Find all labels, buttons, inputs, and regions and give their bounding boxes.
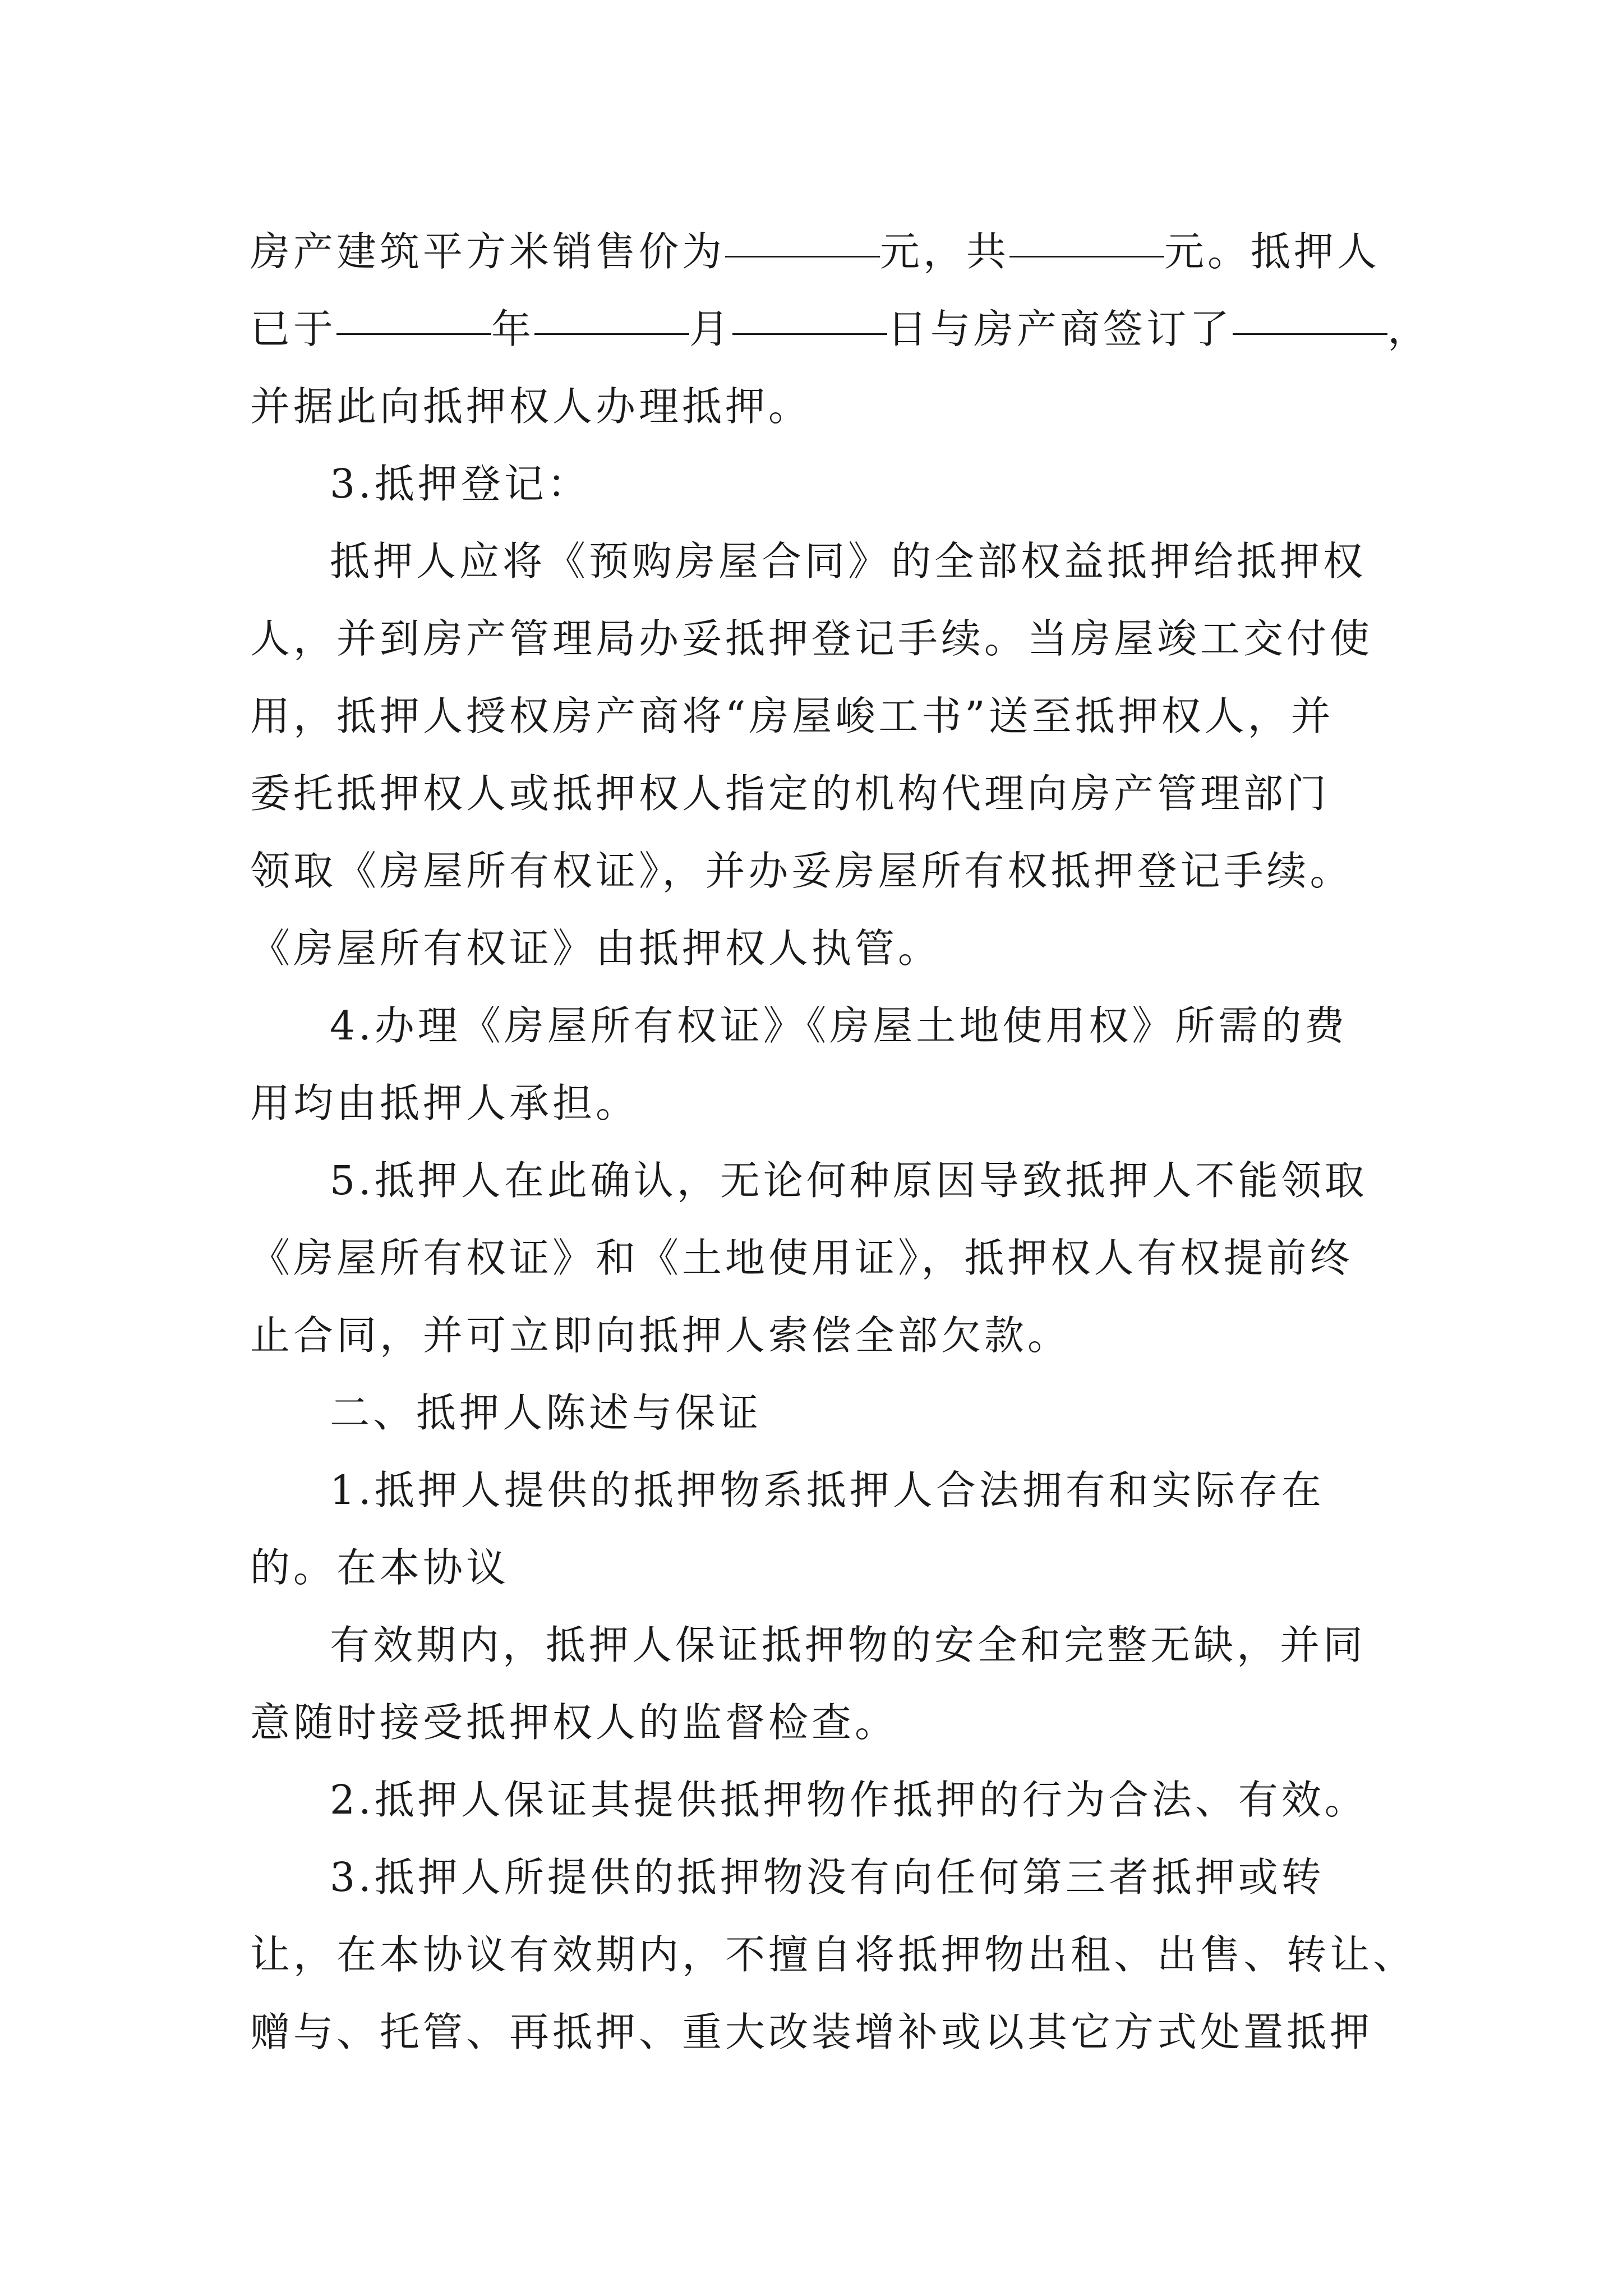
text-line: [250, 832, 1389, 910]
text-line: [250, 987, 1389, 1065]
text-line: [250, 213, 1389, 291]
text-line: [250, 678, 1389, 755]
text-segment: 元。抵押人: [1164, 228, 1381, 275]
fill-in-blank: [1009, 254, 1164, 257]
text-segment: 5.抵押人在此确认，无论何种原因导致抵押人不能领取: [330, 1157, 1368, 1204]
text-segment: 《房屋所有权证》和《土地使用证》，抵押权人有权提前终: [250, 1235, 1353, 1281]
text-segment: 用均由抵押人承担。: [250, 1080, 639, 1126]
text-segment: 领取《房屋所有权证》，并办妥房屋所有权抵押登记手续。: [250, 848, 1353, 894]
text-line: [250, 1994, 1389, 2071]
fill-in-blank: [534, 331, 689, 335]
text-segment: 赠与、托管、再抵押、重大改装增补或以其它方式处置抵押: [250, 2009, 1373, 2055]
text-segment: 意随时接受抵押权人的监督检查。: [250, 1699, 898, 1746]
text-segment: 3.抵押登记：: [330, 461, 591, 507]
text-line: [250, 1761, 1389, 1839]
fill-in-blank: [725, 254, 880, 257]
text-line: [250, 1684, 1389, 1761]
text-line: [250, 1142, 1389, 1220]
text-line: [250, 1529, 1389, 1607]
text-segment: 已于: [250, 306, 337, 352]
text-line: [250, 1916, 1417, 1994]
text-segment: ，: [1387, 306, 1431, 352]
text-line: [250, 1839, 1389, 1916]
text-line: [250, 1220, 1389, 1297]
text-segment: 的。在本协议: [250, 1544, 510, 1591]
document-page: [250, 213, 1431, 2071]
text-segment: 让，在本协议有效期内，不擅自将抵押物出租、出售、转让、: [250, 1931, 1417, 1978]
text-segment: 二、抵押人陈述与保证: [330, 1389, 762, 1436]
text-line: [250, 600, 1389, 678]
text-segment: 月: [689, 306, 733, 352]
text-segment: 日与房产商签订了: [887, 306, 1233, 352]
text-segment: 用，抵押人授权房产商将“房屋峻工书”送至抵押权人，并: [250, 693, 1334, 739]
text-segment: 4.办理《房屋所有权证》《房屋土地使用权》所需的费: [330, 1002, 1348, 1049]
text-line: [250, 1374, 1389, 1452]
fill-in-blank: [336, 331, 491, 335]
text-line: [250, 523, 1389, 600]
fill-in-blank: [732, 331, 887, 335]
text-line: [250, 1607, 1389, 1684]
text-segment: 《房屋所有权证》由抵押权人执管。: [250, 925, 942, 972]
text-line: [250, 910, 1389, 987]
text-segment: 委托抵押权人或抵押权人指定的机构代理向房产管理部门: [250, 770, 1330, 817]
text-segment: 年: [491, 306, 535, 352]
text-line: [250, 1065, 1389, 1142]
text-segment: 抵押人应将《预购房屋合同》的全部权益抵押给抵押权: [330, 538, 1367, 585]
text-segment: 人，并到房产管理局办妥抵押登记手续。当房屋竣工交付使: [250, 615, 1373, 662]
text-line: [250, 1297, 1389, 1374]
text-segment: 有效期内，抵押人保证抵押物的安全和完整无缺，并同: [330, 1622, 1367, 1668]
text-line: [250, 291, 1431, 368]
text-segment: 3.抵押人所提供的抵押物没有向任何第三者抵押或转: [330, 1854, 1325, 1901]
text-segment: 1.抵押人提供的抵押物系抵押人合法拥有和实际存在: [330, 1467, 1325, 1513]
text-segment: 2.抵押人保证其提供抵押物作抵押的行为合法、有效。: [330, 1777, 1368, 1823]
text-line: [250, 755, 1389, 832]
fill-in-blank: [1233, 331, 1387, 335]
text-line: [250, 445, 1389, 523]
text-segment: 元，共: [880, 228, 1010, 275]
text-segment: 并据此向抵押权人办理抵押。: [250, 383, 812, 430]
text-line: [250, 368, 1389, 445]
text-segment: 房产建筑平方米销售价为: [250, 228, 726, 275]
text-line: [250, 1452, 1389, 1529]
text-segment: 止合同，并可立即向抵押人索偿全部欠款。: [250, 1312, 1071, 1359]
